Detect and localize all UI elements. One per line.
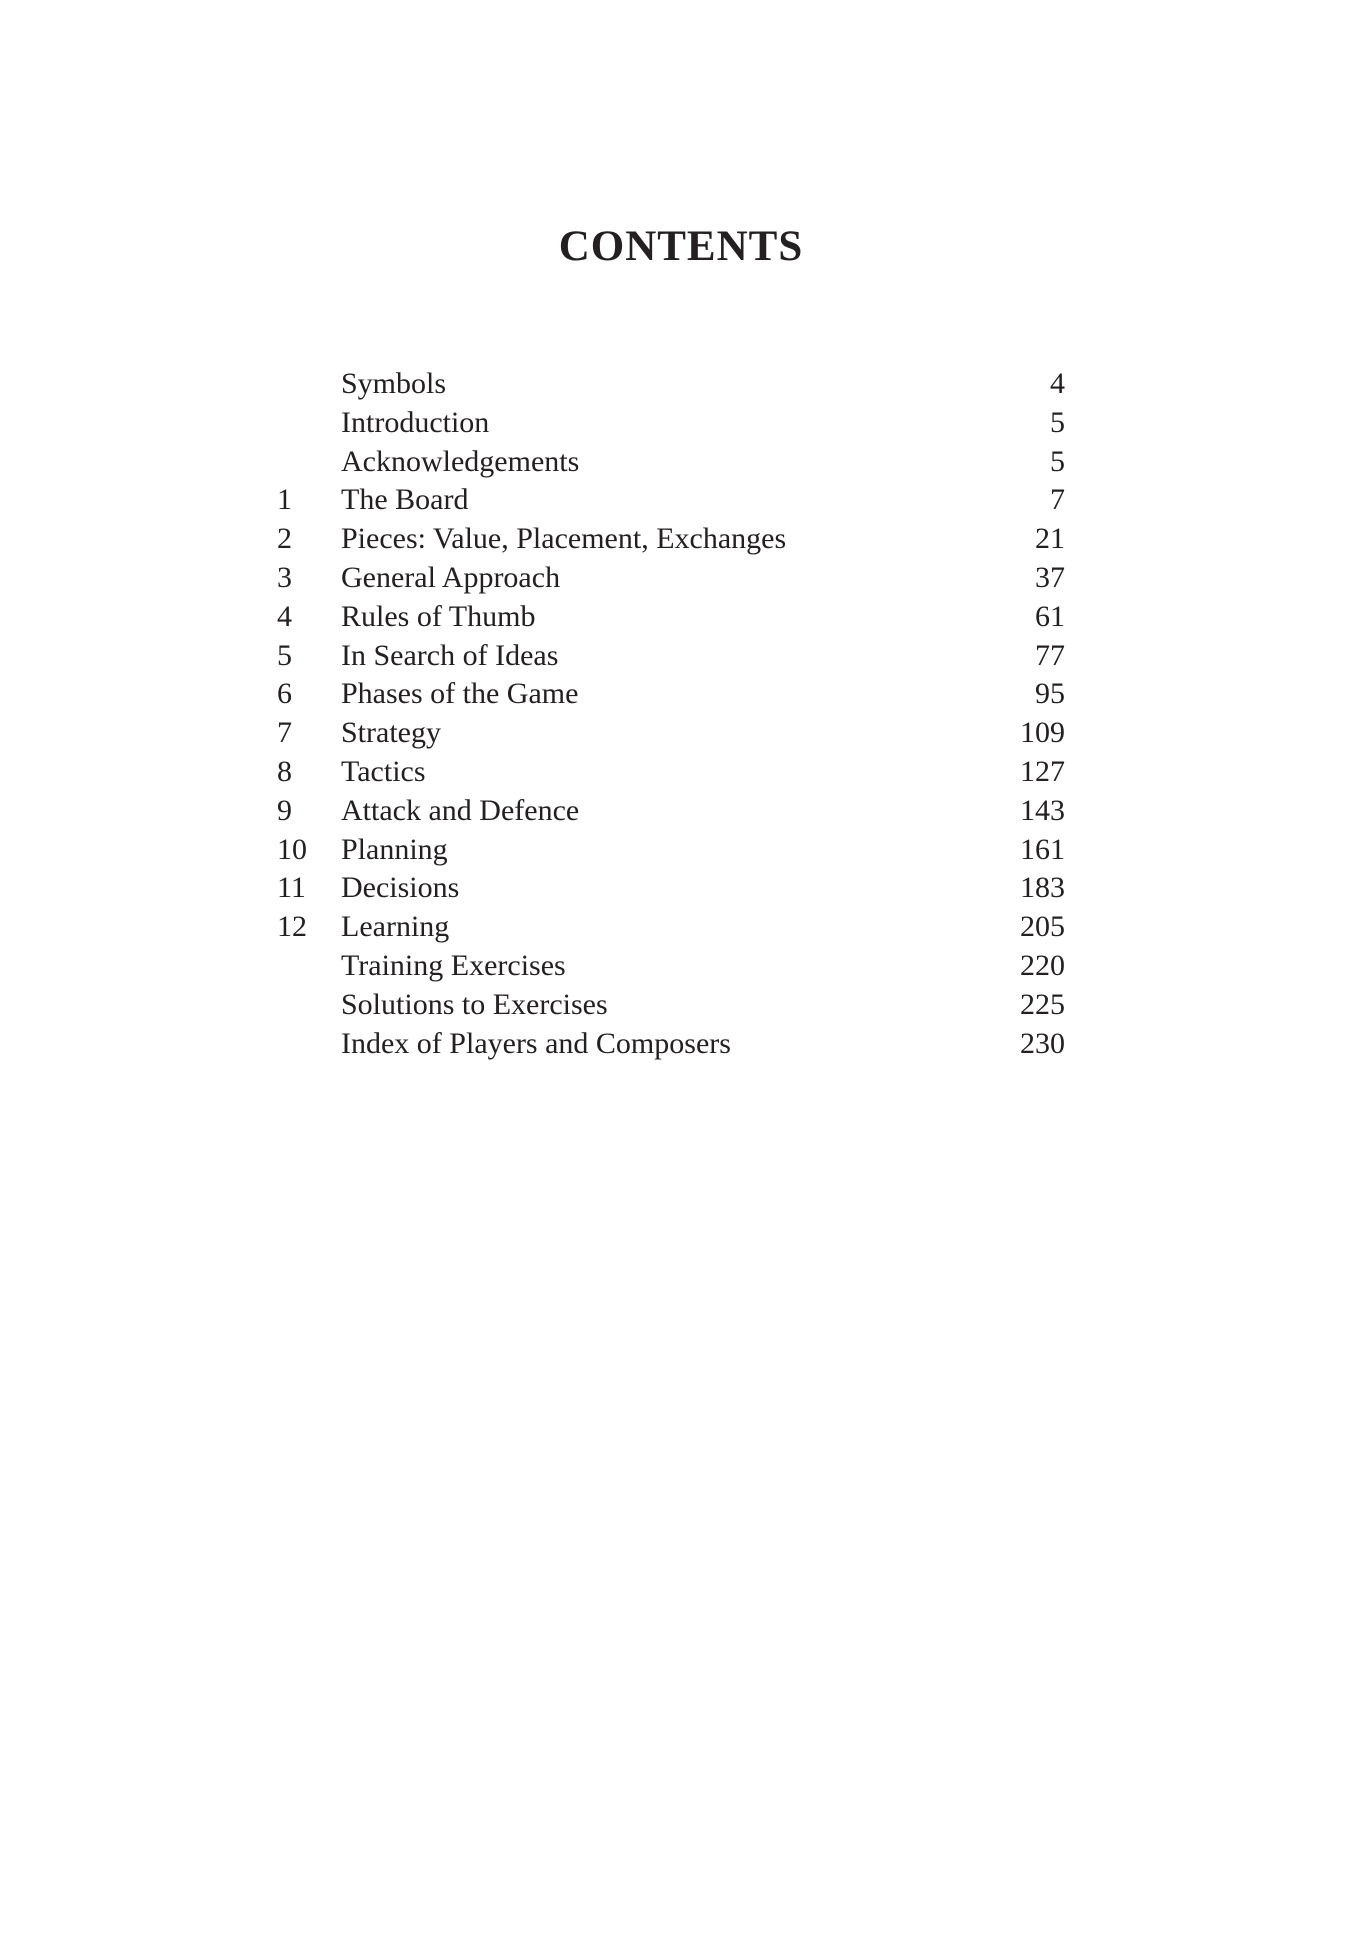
- entry-title: Acknowledgements: [341, 444, 580, 478]
- entry-title: Solutions to Exercises: [341, 987, 608, 1021]
- entry-page-number: 77: [1035, 638, 1065, 672]
- toc-entry: [277, 947, 1065, 986]
- chapter-number: 9: [277, 793, 292, 827]
- toc-entry: [277, 831, 1065, 870]
- entry-page-number: 230: [1020, 1026, 1065, 1060]
- chapter-number: 12: [277, 910, 307, 944]
- chapter-number: 1: [277, 483, 292, 517]
- chapter-number: 7: [277, 716, 292, 750]
- chapter-number: 4: [277, 599, 292, 633]
- entry-title: Strategy: [341, 716, 441, 750]
- entry-title: Pieces: Value, Placement, Exchanges: [341, 522, 787, 556]
- toc-entry: [277, 598, 1065, 637]
- chapter-number: 2: [277, 522, 292, 556]
- entry-page-number: 61: [1035, 599, 1065, 633]
- toc-entry: [277, 404, 1065, 443]
- entry-title: General Approach: [341, 560, 561, 594]
- entry-page-number: 5: [1050, 444, 1065, 478]
- entry-title: Tactics: [341, 754, 426, 788]
- entry-page-number: 7: [1050, 483, 1065, 517]
- chapter-number: 6: [277, 677, 292, 711]
- entry-page-number: 4: [1050, 367, 1065, 400]
- entry-page-number: 183: [1020, 871, 1065, 905]
- entry-title: Decisions: [341, 871, 460, 905]
- toc-entry: [277, 753, 1065, 792]
- entry-page-number: 205: [1020, 910, 1065, 944]
- toc-entry: [277, 481, 1065, 520]
- chapter-number: 3: [277, 560, 292, 594]
- toc-entry: [277, 365, 1065, 404]
- chapter-number: 8: [277, 754, 292, 788]
- entry-title: Attack and Defence: [341, 793, 580, 827]
- toc-entry: [277, 637, 1065, 676]
- toc-entry: [277, 1025, 1065, 1064]
- chapter-number: 10: [277, 832, 307, 866]
- entry-title: Learning: [341, 910, 450, 944]
- entry-page-number: 95: [1035, 677, 1065, 711]
- toc-entry: [277, 675, 1065, 714]
- entry-page-number: 37: [1035, 560, 1065, 594]
- entry-page-number: 220: [1020, 948, 1065, 982]
- entry-title: Rules of Thumb: [341, 599, 536, 633]
- entry-page-number: 161: [1020, 832, 1065, 866]
- toc-list: [277, 365, 1065, 1063]
- toc-entry: [277, 792, 1065, 831]
- entry-title: Phases of the Game: [341, 677, 579, 711]
- toc-entry: [277, 986, 1065, 1025]
- entry-title: The Board: [341, 483, 469, 517]
- entry-title: Index of Players and Composers: [341, 1026, 731, 1060]
- entry-page-number: 127: [1020, 754, 1065, 788]
- toc-entry: [277, 908, 1065, 947]
- toc-entry: [277, 714, 1065, 753]
- entry-page-number: 143: [1020, 793, 1065, 827]
- page-title: CONTENTS: [558, 222, 804, 270]
- toc-entry: [277, 443, 1065, 482]
- entry-title: In Search of Ideas: [341, 638, 559, 672]
- toc-entry: [277, 559, 1065, 598]
- entry-title: Symbols: [341, 367, 447, 400]
- entry-title: Training Exercises: [341, 948, 566, 982]
- chapter-number: 5: [277, 638, 292, 672]
- entry-title: Introduction: [341, 405, 490, 439]
- entry-page-number: 5: [1050, 405, 1065, 439]
- entry-page-number: 109: [1020, 716, 1065, 750]
- entry-page-number: 21: [1035, 522, 1065, 556]
- toc-entry: [277, 520, 1065, 559]
- entry-page-number: 225: [1020, 987, 1065, 1021]
- chapter-number: 11: [277, 871, 306, 905]
- toc-entry: [277, 869, 1065, 908]
- entry-title: Planning: [341, 832, 448, 866]
